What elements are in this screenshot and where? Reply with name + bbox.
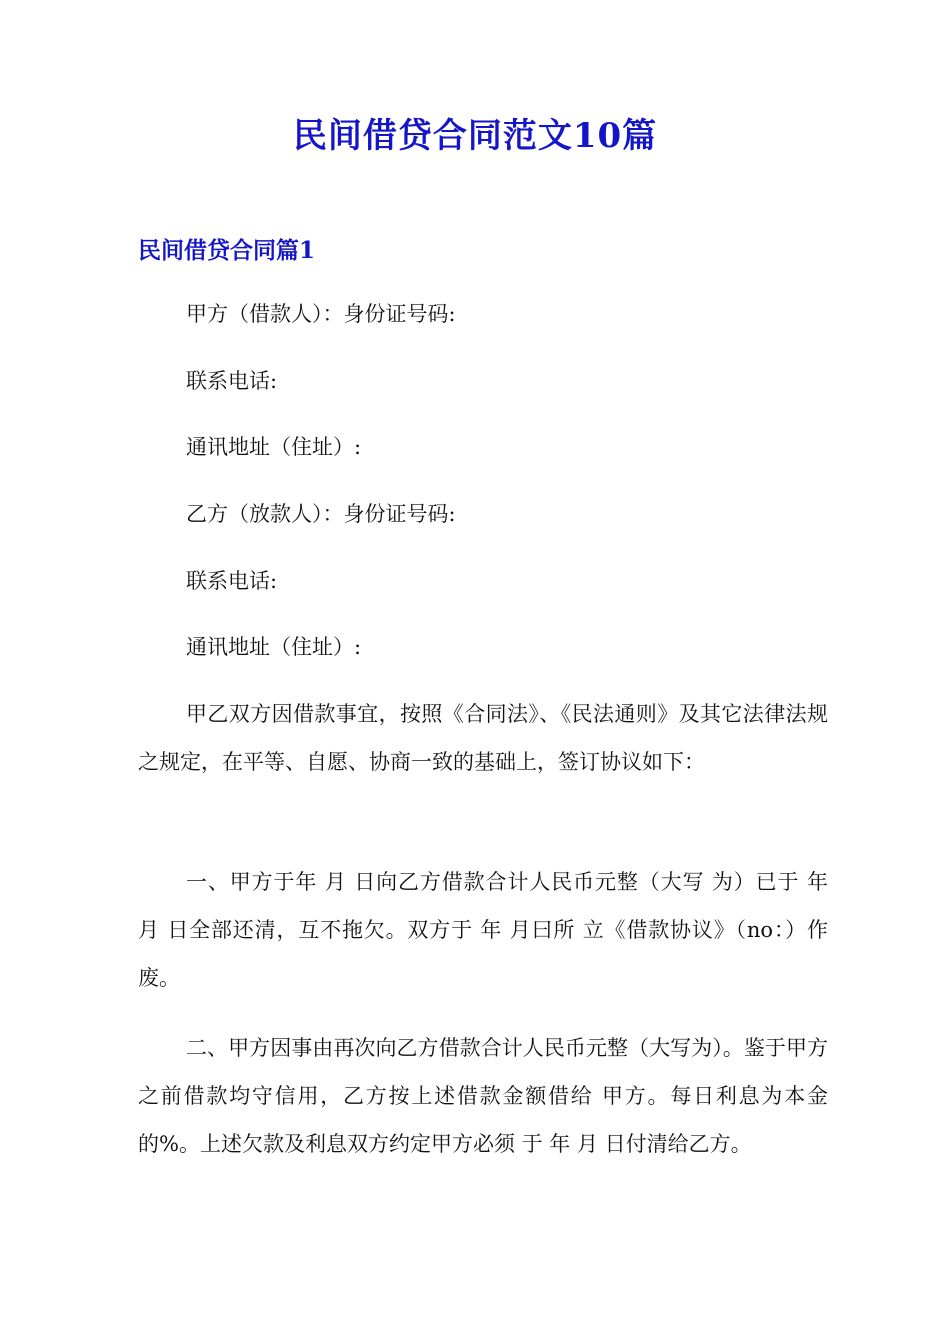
party-b-phone-field: 联系电话: — [186, 569, 278, 593]
section-title: 民间借贷合同篇1 — [138, 237, 316, 264]
document-title: 民间借贷合同范文10篇 — [292, 116, 658, 156]
party-a-phone-field: 联系电话: — [186, 369, 278, 393]
party-a-id-field: 甲方（借款人）：身份证号码: — [186, 302, 456, 326]
preamble-paragraph: 甲乙双方因借款事宜，按照《合同法》、《民法通则》及其它法律法规之规定，在平等、自愿、协商一致的基础上，签订协议如下： — [138, 702, 828, 774]
clause-two-paragraph: 二、甲方因事由再次向乙方借款合计人民币元整（大写为）。鉴于甲方之前借款均守信用，乙方按上述借款金额借给 甲方。每日利息为本金的%。上述欠款及利息双方约定甲方必须 于 年 月 日付清给乙方。 — [138, 1036, 828, 1156]
party-b-address-field: 通讯地址（住址）: — [186, 635, 362, 659]
party-a-address-field: 通讯地址（住址）: — [186, 435, 362, 459]
party-b-id-field: 乙方（放款人）：身份证号码: — [186, 502, 456, 526]
clause-one-paragraph: 一、甲方于年 月 日向乙方借款合计人民币元整（大写 为）已于 年 月 日全部还清，互不拖欠。双方于 年 月曰所 立《借款协议》（no：）作废。 — [138, 870, 828, 990]
